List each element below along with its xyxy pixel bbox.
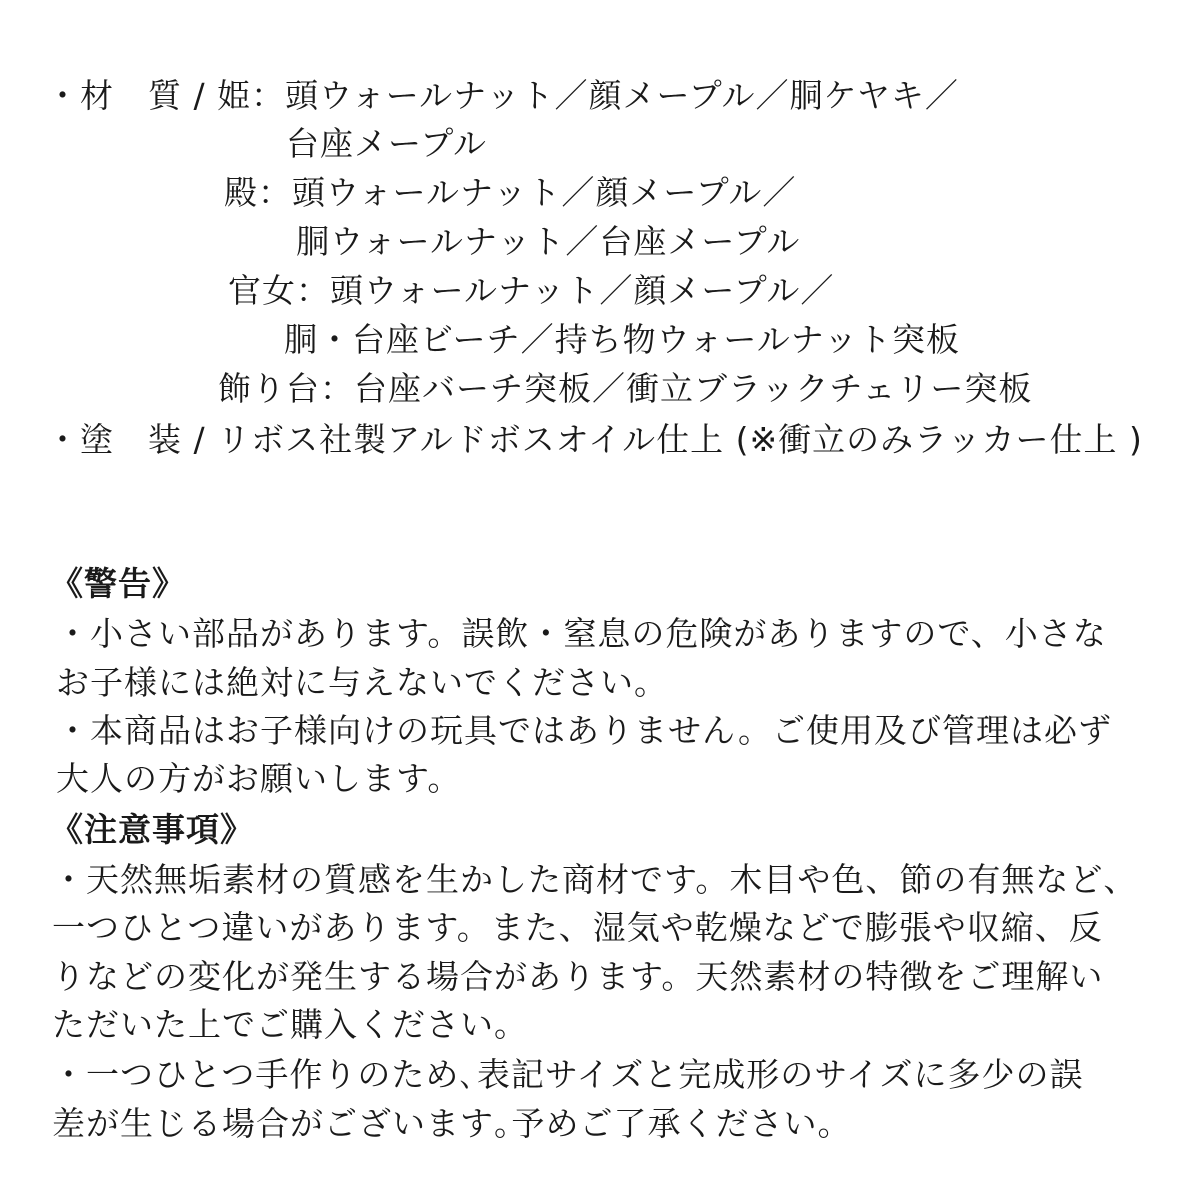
notes-line: 一つひとつ違いがあります。また、湿気や乾燥などで膨張や収縮、反 bbox=[52, 908, 1103, 947]
warning-heading: 《警告》 bbox=[50, 564, 186, 603]
notes-line: りなどの変化が発生する場合があります。天然素材の特徴をご理解い bbox=[52, 957, 1104, 996]
materials-line-hime-base: 台座メープル bbox=[286, 124, 488, 163]
notes-line: ・天然無垢素材の質感を生かした商材です。木目や色、節の有無など、 bbox=[52, 860, 1138, 899]
notes-line: 差が生じる場合がございます｡予めご了承ください。 bbox=[52, 1104, 852, 1143]
warning-line: ・本商品はお子様向けの玩具ではありません。ご使用及び管理は必ず bbox=[56, 711, 1112, 750]
notes-line: ただいた上でご購入ください。 bbox=[52, 1005, 528, 1044]
materials-line-hime: ・材 質 / 姫：頭ウォールナット／顔メープル／胴ケヤキ／ bbox=[46, 76, 959, 115]
materials-line-kanjo: 官女：頭ウォールナット／顔メープル／ bbox=[228, 271, 835, 310]
notes-heading: 《注意事項》 bbox=[50, 810, 254, 849]
materials-line-kanjo-body: 胴・台座ビーチ／持ち物ウォールナット突板 bbox=[284, 320, 961, 359]
notes-line: ・一つひとつ手作りのため､表記サイズと完成形のサイズに多少の誤 bbox=[52, 1055, 1084, 1094]
warning-line: お子様には絶対に与えないでください。 bbox=[56, 663, 668, 702]
warning-line: 大人の方がお願いします。 bbox=[56, 759, 462, 798]
materials-line-tono-body: 胴ウォールナット／台座メープル bbox=[296, 222, 801, 261]
warning-line: ・小さい部品があります。誤飲・窒息の危険がありますので、小さな bbox=[56, 614, 1107, 653]
finish-line: ・塗 装 / リボス社製アルドボスオイル仕上 (※衝立のみラッカー仕上 ) bbox=[46, 420, 1143, 459]
materials-line-tono: 殿：頭ウォールナット／顔メープル／ bbox=[224, 173, 797, 212]
materials-line-kazaridai: 飾り台：台座バーチ突板／衝立ブラックチェリー突板 bbox=[218, 369, 1033, 408]
